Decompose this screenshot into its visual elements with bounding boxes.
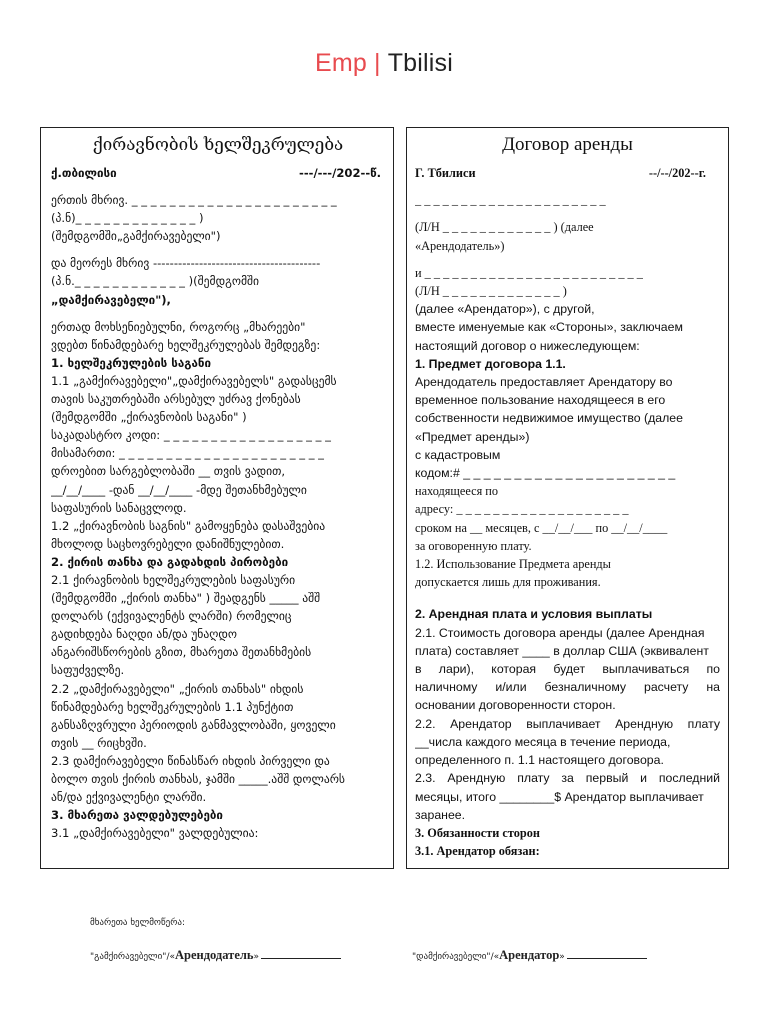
georgian-text-line: 3.1 „დამქირავებელი" ვალდებულია: — [51, 826, 259, 841]
russian-body — [415, 191, 720, 860]
russian-text-line: допускается лишь для проживания. — [415, 575, 601, 590]
russian-text-line: в лари), которая будет выплачиваться по — [415, 662, 720, 677]
landlord-signature — [90, 948, 341, 963]
russian-text-line: (Л/Н _ _ _ _ _ _ _ _ _ _ _ _ _ ) — [415, 284, 567, 299]
georgian-text-line: ან/და ექვივალენტი ლარში. — [51, 790, 207, 805]
georgian-text-line: 3. მხარეთა ვალდებულებები — [51, 808, 223, 823]
russian-city-date-row — [415, 164, 720, 182]
russian-text-line: (далее «Арендатор»), с другой, — [415, 302, 595, 317]
signatures-heading: მხარეთა ხელმოწერა: — [90, 918, 185, 928]
georgian-text-line: ანგარიშსწორების გზით, მხარეთა შეთანხმების — [51, 645, 312, 660]
russian-text-line: 2.3. Арендную плату за первый и последний — [415, 771, 720, 786]
russian-text-line: за оговоренную плату. — [415, 538, 532, 553]
russian-contract-column — [406, 127, 729, 869]
russian-text-line: вместе именуемые как «Стороны», заключаем — [415, 320, 683, 335]
spacer — [415, 591, 720, 605]
russian-text-line: 1.2. Использование Предмета аренды — [415, 557, 611, 572]
russian-city: Г. Тбилиси — [415, 166, 476, 180]
tenant-role: Арендатор — [499, 948, 560, 962]
georgian-text-line: (პ.ნ._ _ _ _ _ _ _ _ _ _ _ _ )(შემდგომში — [51, 274, 260, 289]
russian-text-line: временное пользование находящееся в его — [415, 393, 666, 408]
russian-text-line: собственности недвижимое имущество (далее — [415, 411, 683, 426]
georgian-text-line: 2. ქირის თანხა და გადახდის პირობები — [51, 554, 289, 569]
russian-text-line: 2.1. Стоимость договора аренды (далее Арендная — [415, 625, 705, 640]
russian-text-line: определенного п. 1.1 настоящего договора. — [415, 753, 664, 768]
russian-text-line: с кадастровым — [415, 447, 501, 462]
georgian-text-line: 1. ხელშეკრულების საგანი — [51, 355, 212, 370]
georgian-text-line: თვის __ რიცხვში. — [51, 735, 147, 750]
georgian-text-line: საფუძველზე. — [51, 663, 125, 678]
russian-date: --/--/202--г. — [648, 166, 706, 180]
georgian-text-line: დროებით სარგებლობაში __ თვის ვადით, — [51, 464, 286, 479]
georgian-date: ---/---/202--წ. — [299, 166, 381, 180]
russian-text-line: месяцы, итого ________$ Арендатор выплачивает — [415, 789, 704, 804]
russian-text-line: настоящий договор о нижеследующем: — [415, 338, 640, 353]
russian-text-line: адресу: _ _ _ _ _ _ _ _ _ _ _ _ _ _ _ _ _ _ _ — [415, 502, 629, 517]
georgian-text-line: 2.1 ქირავნობის ხელშეკრულების საფასური — [51, 572, 296, 587]
georgian-text-line: ბოლო თვის ქირის თანხას, ჯამში _____.აშშ დოლარს — [51, 772, 345, 786]
georgian-text-line: (შემდგომში„გამქირავებელი") — [51, 229, 221, 244]
georgian-text-line: (შემდგომში „ქირის თანხა" ) შეადგენს _____ აშშ — [51, 591, 321, 606]
tenant-signature-line — [567, 949, 647, 959]
georgian-text-line: „დამქირავებელი"), — [51, 292, 171, 307]
tenant-signature-prefix: "დამქირავებელი"/« — [412, 952, 500, 962]
georgian-text-line: და მეორეს მხრივ ---------------------------------------- — [51, 256, 321, 271]
georgian-city-date-row — [51, 164, 385, 182]
russian-text-line: плата) составляет ____ в доллар США (эквивалент — [415, 643, 709, 658]
spacer — [415, 255, 720, 264]
georgian-title: ქირავნობის ხელშეკრულება — [92, 135, 344, 155]
russian-text-line: сроком на __ месяцев, с __/__/___ по __/__/____ — [415, 520, 668, 535]
georgian-text-line: __/__/____ -დან __/__/____ -მდე შეთანხმებული — [51, 482, 307, 497]
spacer — [51, 245, 385, 254]
russian-title: Договор аренды — [502, 134, 633, 155]
georgian-body — [51, 191, 385, 842]
logo-separator: | — [374, 49, 381, 77]
georgian-contract-column — [40, 127, 394, 869]
russian-text-line: 2.2. Арендатор выплачивает Арендную плату — [415, 716, 720, 731]
russian-text-line: 1. Предмет договора 1.1. — [415, 356, 566, 371]
tenant-signature-suffix: » — [559, 952, 565, 962]
russian-text-line: основании договоренности сторон. — [415, 698, 616, 713]
georgian-text-line: მხოლოდ საცხოვრებელი დანიშნულებით. — [51, 536, 285, 551]
landlord-signature-suffix: » — [253, 952, 260, 962]
russian-text-line: заранее. — [415, 807, 466, 822]
georgian-text-line: გადიხდება ნაღდი ან/და უნაღდო — [51, 627, 237, 642]
russian-text-line: 3. Обязанности сторон — [415, 825, 540, 840]
russian-text-line: кодом:# _ _ _ _ _ _ _ _ _ _ _ _ _ _ _ _ _ _ _ _ _ — [415, 466, 676, 481]
russian-text-line: _ _ _ _ _ _ _ _ _ _ _ _ _ _ _ _ _ _ _ _ _ — [415, 193, 606, 208]
georgian-text-line: (პ.ნ)_ _ _ _ _ _ _ _ _ _ _ _ _ ) — [51, 211, 204, 226]
georgian-text-line: 2.2 „დამქირავებელი" „ქირის თანხას" იხდის — [51, 681, 304, 696]
georgian-text-line: ვდებთ წინამდებარე ხელშეკრულებას შემდეგზე: — [51, 337, 321, 352]
russian-text-line: находящееся по — [415, 484, 499, 499]
logo-city: Tbilisi — [387, 49, 453, 77]
georgian-text-line: დოლარს (ექვივალენტს ლარში) რომელიც — [51, 609, 292, 624]
russian-text-line: 2. Арендная плата и условия выплаты — [415, 607, 653, 622]
spacer — [51, 309, 385, 318]
russian-text-line: наличному и/или безналичному расчету на — [415, 680, 720, 695]
russian-text-line: «Предмет аренды») — [415, 429, 530, 444]
georgian-city: ქ.თბილისი — [51, 166, 117, 180]
georgian-text-line: თავის საკუთრებაში არსებულ უძრავ ქონებას — [51, 392, 301, 407]
russian-text-line: 3.1. Арендатор обязан: — [415, 844, 540, 859]
georgian-text-line: 1.2 „ქირავნობის საგნის" გამოყენება დასაშვებია — [51, 518, 326, 533]
georgian-text-line: (შემდგომში „ქირავნობის საგანი" ) — [51, 410, 247, 425]
tenant-signature — [412, 948, 647, 963]
georgian-text-line: წინამდებარე ხელშეკრულების 1.1 პუნქტით — [51, 699, 294, 714]
russian-text-line: (Л/Н _ _ _ _ _ _ _ _ _ _ _ _ ) (далее — [415, 220, 594, 235]
georgian-text-line: 2.3 დამქირავებელი წინასწარ იხდის პირველი და — [51, 753, 330, 768]
georgian-text-line: ერთის მხრივ. _ _ _ _ _ _ _ _ _ _ _ _ _ _ _ _ _ _ _ _ _ _ — [51, 193, 337, 208]
georgian-text-line: ერთად მოხსენიებულნი, როგორც „მხარეები" — [51, 319, 306, 334]
russian-text-line: «Арендодатель») — [415, 238, 505, 253]
brand-logo — [0, 48, 768, 78]
georgian-text-line: 1.1 „გამქირავებელი"„დამქირავებელს" გადასცემს — [51, 373, 337, 388]
russian-text-line: __числа каждого месяца в течение периода, — [415, 734, 671, 749]
georgian-text-line: საფასურის სანაცვლოდ. — [51, 500, 187, 515]
georgian-text-line: განსაზღვრული პერიოდის განმავლობაში, ყოველი — [51, 717, 336, 732]
landlord-signature-prefix: "გამქირავებელი"/« — [90, 952, 175, 962]
landlord-signature-line — [261, 949, 341, 959]
georgian-text-line: საკადასტრო კოდი: _ _ _ _ _ _ _ _ _ _ _ _ _ _ _ _ _ _ — [51, 428, 331, 443]
georgian-text-line: მისამართი: _ _ _ _ _ _ _ _ _ _ _ _ _ _ _ _ _ _ _ _ _ _ — [51, 446, 324, 461]
russian-text-line: и _ _ _ _ _ _ _ _ _ _ _ _ _ _ _ _ _ _ _ _ _ _ _ _ — [415, 265, 643, 280]
landlord-role: Арендодатель — [174, 948, 254, 962]
logo-emp: Emp — [314, 49, 367, 77]
spacer — [415, 209, 720, 218]
russian-text-line: Арендодатель предоставляет Арендатору во — [415, 375, 673, 390]
